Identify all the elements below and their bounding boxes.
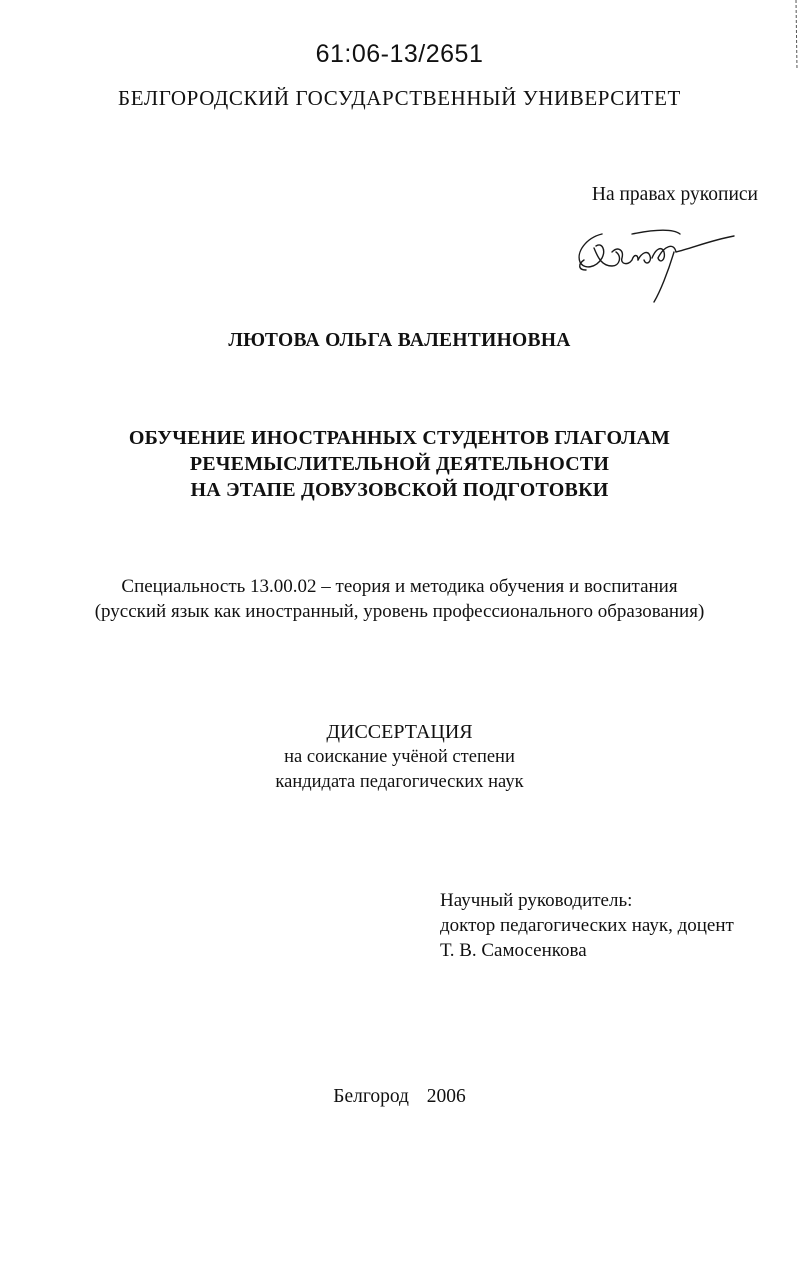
title-line: НА ЭТАПЕ ДОВУЗОВСКОЙ ПОДГОТОВКИ — [190, 479, 609, 501]
supervisor-name: Т. В. Самосенкова — [440, 940, 587, 961]
title-line: РЕЧЕМЫСЛИТЕЛЬНОЙ ДЕЯТЕЛЬНОСТИ — [189, 453, 610, 475]
supervisor-block — [440, 888, 734, 963]
scan-edge-mark — [793, 0, 799, 70]
degree-name: кандидата педагогических наук — [275, 772, 524, 792]
catalog-number: 61:06-13/2651 — [315, 40, 484, 68]
author-name: ЛЮТОВА ОЛЬГА ВАЛЕНТИНОВНА — [228, 330, 571, 351]
manuscript-note: На правах рукописи — [591, 184, 758, 205]
title-line: ОБУЧЕНИЕ ИНОСТРАННЫХ СТУДЕНТОВ ГЛАГОЛАМ — [128, 427, 671, 449]
specialty-block — [0, 574, 799, 624]
specialty-detail: (русский язык как иностранный, уровень профессионального образования) — [94, 601, 705, 622]
author-signature — [572, 212, 742, 307]
university-name: БЕЛГОРОДСКИЙ ГОСУДАРСТВЕННЫЙ УНИВЕРСИТЕТ — [118, 86, 681, 110]
city-year: Белгород 2006 — [333, 1086, 466, 1107]
document-type-block — [0, 720, 799, 795]
dissertation-title — [0, 425, 799, 503]
supervisor-label: Научный руководитель: — [440, 890, 633, 911]
document-type-label: ДИССЕРТАЦИЯ — [326, 721, 473, 743]
supervisor-title: доктор педагогических наук, доцент — [440, 915, 734, 936]
degree-purpose: на соискание учёной степени — [284, 747, 515, 767]
specialty-code: Специальность 13.00.02 – теория и методика обучения и воспитания — [121, 576, 678, 597]
